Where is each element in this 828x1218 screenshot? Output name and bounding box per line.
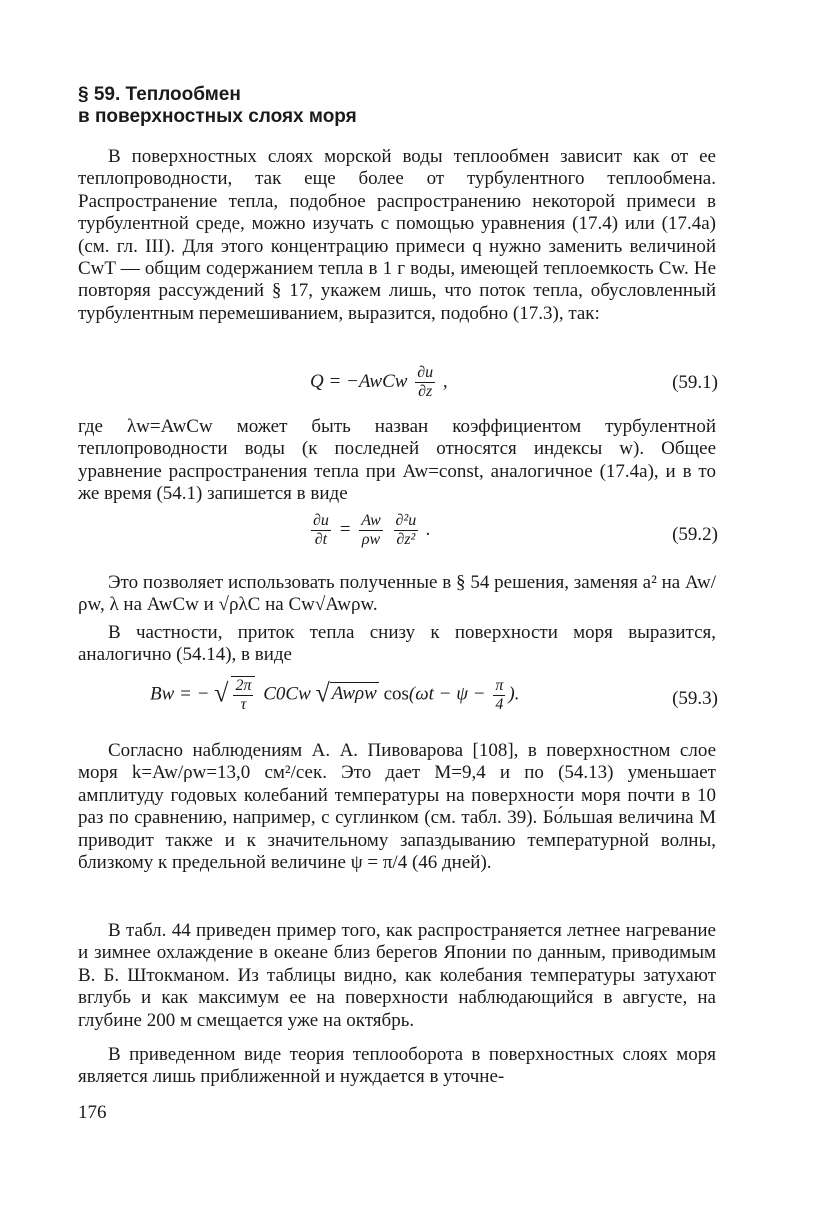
paragraph-4: В частности, приток тепла снизу к поверхности моря выразится, аналогично (54.14), в виде (78, 622, 716, 666)
eq2-rhs-fraction (394, 512, 419, 549)
eq3-phase-fraction (493, 677, 505, 714)
page-number: 176 (78, 1102, 107, 1123)
eq2-equals: = (338, 518, 352, 540)
eq3-cos: cos (383, 683, 409, 705)
eq1-fraction (415, 364, 435, 401)
paragraph-7: В приведенном виде теория теплооборота в поверхностных слоях моря является лишь приближенной и нуждается в уточне- (78, 1044, 716, 1088)
eq3-tail: . (514, 683, 520, 705)
equation-number-59-3: (59.3) (672, 688, 718, 709)
sqrt-sign-icon: √ (315, 678, 330, 708)
equation-59-2 (78, 508, 718, 558)
eq3-root-denominator: τ (240, 696, 247, 713)
eq1-numerator: ∂u (417, 364, 434, 381)
paragraph-2: где λw=AwCw может быть назван коэффициентом турбулентной теплопроводности воды (к последней относятся индексы w). Общее уравнение распространения тепла при Aw=const, аналогичное (17.4а), и в то же время (54.1) запишется в виде (78, 416, 716, 505)
equation-59-1 (78, 358, 718, 408)
eq3-root-fraction (231, 676, 255, 714)
eq3-arg: ωt − ψ − (415, 683, 486, 705)
eq2-lhs-numerator: ∂u (313, 512, 329, 529)
eq3-lhs: Bw = − (150, 683, 210, 705)
eq3-coeff: C0Cw (263, 683, 311, 705)
eq2-lhs-denominator: ∂t (314, 531, 328, 548)
eq3-phase-numerator: π (495, 676, 504, 694)
eq2-tail: . (426, 518, 431, 540)
eq1-denominator: ∂z (418, 383, 433, 400)
section-number: § 59. Теплообмен (78, 84, 241, 105)
eq2-mid-numerator: Aw (361, 512, 381, 529)
equation-number-59-2: (59.2) (672, 524, 718, 545)
eq2-rhs-numerator: ∂²u (395, 512, 417, 529)
paragraph-5: Согласно наблюдениям А. А. Пивоварова [108], в поверхностном слое моря k=Aw/ρw=13,0 см²/сек. Это дает M=9,4 и по (54.13) уменьшает амплитуду годовых колебаний температуры на поверхности моря почти в 10 раз по сравнению, например, с суглинком (см. табл. 39). Бо́льшая величина M приводит также и к значительному запаздыванию температурной волны, близкому к предельной величине ψ = π/4 (46 дней). (78, 740, 716, 874)
equation-number-59-1: (59.1) (672, 372, 718, 393)
eq2-rhs-denominator: ∂z² (396, 531, 416, 548)
paragraph-1: В поверхностных слоях морской воды теплообмен зависит как от ее теплопроводности, так еще более от турбулентного теплообмена. Распространение тепла, подобное распространению некоторой примеси в турбулентной среде, можно изучать с помощью уравнения (17.4) или (17.4а) (см. гл. III). Для этого концентрацию примеси q нужно заменить величиной CwT — общим содержанием тепла в 1 г воды, имеющей теплоемкость Cw. Не повторяя рассуждений § 17, укажем лишь, что поток тепла, обусловленный турбулентным перемешиванием, выразится, подобно (17.3), так: (78, 146, 716, 324)
eq3-root-numerator: 2π (235, 677, 252, 694)
section-title: в поверхностных слоях моря (78, 106, 357, 127)
section-heading (78, 84, 357, 128)
sqrt-sign-icon: √ (214, 678, 229, 708)
paragraph-3: Это позволяет использовать полученные в § 54 решения, заменяя a² на Aw/ρw, λ на AwCw и √ρλC на Cw√Awρw. (78, 572, 716, 616)
paragraph-6: В табл. 44 приведен пример того, как распространяется летнее нагревание и зимнее охлаждение в океане близ берегов Японии по данным, приводимым В. Б. Штокманом. Из таблицы видно, как колебания температуры затухают вглубь и как максимум ее на поверхности наблюдающийся в августе, на глубине 200 м смещается уже на октябрь. (78, 920, 716, 1031)
eq3-phase-denominator: 4 (495, 695, 504, 713)
eq1-lhs: Q = −AwCw (310, 370, 408, 392)
eq3-sqrt-term: Awρw (331, 683, 377, 705)
eq2-mid-fraction (359, 512, 383, 549)
eq1-tail: , (442, 370, 448, 392)
equation-59-3: Bw = − √ $\frac{2\pi}{\tau}$ C0Cw √ Awρw cos(ωt − ψ − $\frac{\pi}{4}$ ). (59.3) (150, 676, 718, 713)
eq2-lhs-fraction (311, 512, 331, 549)
eq2-mid-denominator: ρw (361, 531, 381, 548)
